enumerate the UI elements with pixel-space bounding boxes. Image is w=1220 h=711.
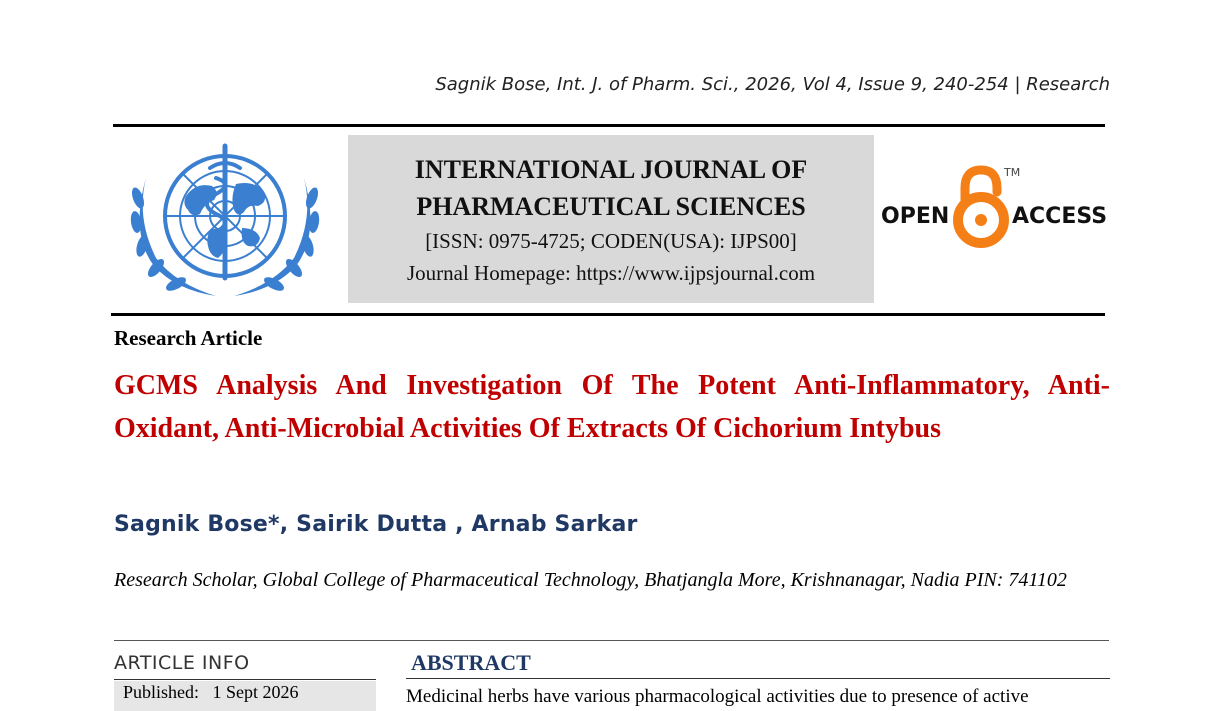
open-access-trademark: TM	[1004, 166, 1021, 179]
author-affiliation: Research Scholar, Global College of Pharmaceutical Technology, Bhatjangla More, Krishnanagar, Nadia PIN: 741102	[114, 569, 1067, 591]
journal-name-line-2: PHARMACEUTICAL SCIENCES	[416, 192, 806, 221]
published-date-row	[114, 681, 376, 711]
published-label: Published:	[123, 682, 200, 702]
journal-name	[348, 151, 874, 225]
section-divider	[114, 640, 1109, 641]
open-access-logo	[879, 160, 1109, 256]
abstract-heading: ABSTRACT	[411, 650, 531, 675]
open-access-word-open: OPEN	[881, 204, 950, 229]
article-info-rule	[114, 679, 376, 680]
who-emblem-icon	[124, 138, 326, 304]
article-title: GCMS Analysis And Investigation Of The Potent Anti-Inflammatory, Anti-Oxidant, Anti-Microbial Activities Of Extracts Of Cichorium Intybus	[114, 370, 1110, 444]
journal-homepage: Journal Homepage: https://www.ijpsjournal.com	[406, 261, 816, 285]
published-value: 1 Sept 2026	[212, 682, 299, 702]
running-header-citation: Sagnik Bose, Int. J. of Pharm. Sci., 2026, Vol 4, Issue 9, 240-254 | Research	[435, 74, 1110, 95]
article-type-label: Research Article	[114, 326, 263, 350]
header-bottom-rule	[111, 313, 1105, 316]
article-authors: Sagnik Bose*, Sairik Dutta , Arnab Sarkar	[114, 512, 638, 537]
journal-name-line-1: INTERNATIONAL JOURNAL OF	[414, 155, 808, 184]
journal-masthead-box	[348, 135, 874, 303]
header-top-rule	[113, 124, 1105, 127]
abstract-text: Medicinal herbs have various pharmacological activities due to presence of active	[406, 686, 1029, 707]
journal-issn: [ISSN: 0975-4725; CODEN(USA): IJPS00]	[425, 229, 797, 253]
open-access-word-access: ACCESS	[1012, 204, 1108, 229]
article-info-heading: ARTICLE INFO	[114, 652, 250, 674]
abstract-rule	[406, 678, 1110, 679]
open-access-lock-icon	[958, 170, 1004, 243]
